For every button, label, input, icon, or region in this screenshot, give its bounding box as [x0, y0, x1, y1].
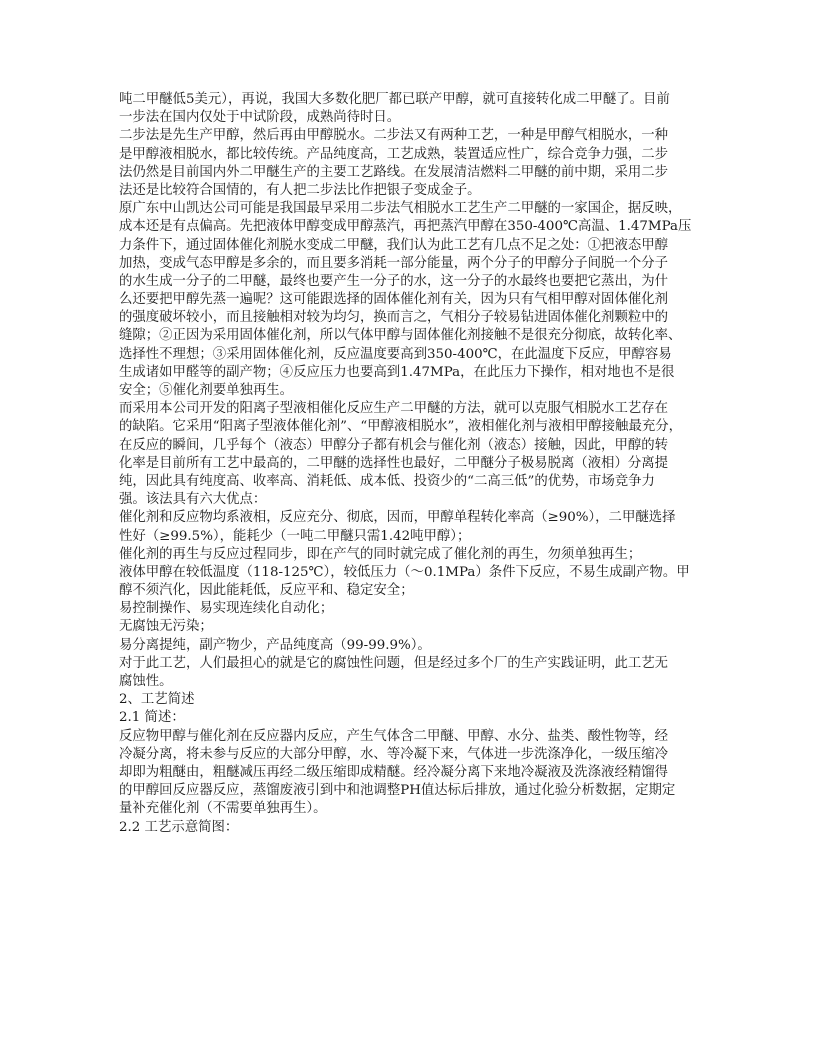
text-line: 强。该法具有六大优点： [119, 492, 267, 508]
text-line: 一步法在国内仅处于中试阶段，成熟尚待时日。 [119, 110, 401, 126]
text-line: 液体甲醇在较低温度（118-125℃），较低压力（～0.1MPa）条件下反应，不易生成副产物。甲 [119, 564, 690, 580]
text-line: 腐蚀性。 [119, 674, 173, 689]
text-line: 2.2 工艺示意简图： [119, 819, 239, 835]
text-line: 的甲醇回反应器反应，蒸馏废液引到中和池调整PH值达标后排放，通过化验分析数据，定期定 [119, 783, 676, 799]
text-line: 在反应的瞬间，几乎每个（液态）甲醇分子都有机会与催化剂（液态）接触，因此，甲醇的转 [119, 437, 669, 453]
text-line: 催化剂的再生与反应过程同步，即在产气的同时就完成了催化剂的再生，勿须单独再生； [119, 546, 642, 562]
text-line: 2、工艺简述 [119, 692, 195, 708]
text-line: 安全；⑤催化剂要单独再生。 [119, 383, 294, 398]
text-line: 法还是比较符合国情的，有人把二步法比作把银子变成金子。 [119, 182, 481, 198]
text-line: 力条件下，通过固体催化剂脱水变成二甲醚，我们认为此工艺有几点不足之处：①把液态甲醇 [119, 237, 669, 253]
text-line: 么还要把甲醇先蒸一遍呢？这可能跟选择的固体催化剂有关，因为只有气相甲醇对固体催化剂 [119, 292, 669, 308]
text-line: 成本还是有点偏高。先把液体甲醇变成甲醇蒸汽，再把蒸汽甲醇在350-400℃高温、1.47MPa压 [119, 219, 692, 235]
text-line: 化率是目前所有工艺中最高的，二甲醚的选择性也最好，二甲醚分子极易脱离（液相）分离提 [119, 455, 669, 471]
document-body [119, 91, 699, 837]
text-line: 是甲醇液相脱水，都比较传统。产品纯度高，工艺成熟，装置适应性广，综合竞争力强，二步 [119, 146, 669, 162]
text-line: 醇不须汽化，因此能耗低，反应平和、稳定安全； [119, 583, 414, 599]
text-line: 法仍然是目前国内外二甲醚生产的主要工艺路线。在发展清洁燃料二甲醚的前中期，采用二步 [119, 164, 669, 180]
text-line: 的缺陷。它采用“阳离子型液体催化剂”、“甲醇液相脱水”，液相催化剂与液相甲醇接触最充分， [119, 419, 683, 435]
text-line: 原广东中山凯达公司可能是我国最早采用二步法气相脱水工艺生产二甲醚的一家国企，据反映， [119, 201, 682, 217]
text-line: 而采用本公司开发的阳离子型液相催化反应生产二甲醚的方法，就可以克服气相脱水工艺存在 [119, 401, 669, 417]
text-line: 缝隙；②正因为采用固体催化剂，所以气体甲醇与固体催化剂接触不是很充分彻底，故转化率、 [119, 328, 682, 344]
text-line: 吨二甲醚低5美元），再说，我国大多数化肥厂都已联产甲醇，就可直接转化成二甲醚了。目前 [119, 92, 670, 107]
text-line: 选择性不理想；③采用固体催化剂，反应温度要高到350-400℃，在此温度下反应，甲醇容易 [119, 346, 672, 362]
text-line: 对于此工艺，人们最担心的就是它的腐蚀性问题，但是经过多个厂的生产实践证明，此工艺无 [119, 655, 669, 671]
text-line: 生成诸如甲醛等的副产物；④反应压力也要高到1.47MPa，在此压力下操作，相对地也不是很 [119, 364, 675, 380]
text-line: 2.1 简述： [119, 710, 185, 726]
text-line: 的水生成一分子的二甲醚，最终也要产生一分子的水，这一分子的水最终也要把它蒸出，为什 [119, 273, 669, 289]
text-line: 易分离提纯，副产物少，产品纯度高（99-99.9%）。 [119, 637, 431, 653]
text-line: 催化剂和反应物均系液相，反应充分、彻底，因而，甲醇单程转化率高（≥90%），二甲醚选择 [119, 510, 676, 526]
text-line: 加热，变成气态甲醇是多余的，而且要多消耗一部分能量，两个分子的甲醇分子间脱一个分子 [119, 255, 669, 271]
text-line: 的强度破坏较小，而且接触相对较为均匀，换而言之，气相分子较易钻进固体催化剂颗粒中的 [119, 310, 669, 326]
text-line: 性好（≥99.5%），能耗少（一吨二甲醚只需1.42吨甲醇）； [119, 528, 471, 544]
text-line: 二步法是先生产甲醇，然后再由甲醇脱水。二步法又有两种工艺，一种是甲醇气相脱水，一种 [119, 128, 669, 144]
text-line: 易控制操作、易实现连续化自动化； [119, 601, 334, 617]
text-line: 纯，因此具有纯度高、收率高、消耗低、成本低、投资少的“二高三低”的优势，市场竞争力 [119, 473, 655, 489]
text-line: 冷凝分离，将未参与反应的大部分甲醇，水、等冷凝下来，气体进一步洗涤净化，一级压缩冷 [119, 746, 669, 762]
text-line: 量补充催化剂（不需要单独再生）。 [119, 801, 327, 817]
text-line: 无腐蚀无污染； [119, 619, 213, 635]
text-line: 反应物甲醇与催化剂在反应器内反应，产生气体含二甲醚、甲醇、水分、盐类、酸性物等，经 [119, 728, 669, 744]
text-line: 却即为粗醚由，粗醚减压再经二级压缩即成精醚。经冷凝分离下来地冷凝液及洗涤液经精馏得 [119, 764, 669, 780]
